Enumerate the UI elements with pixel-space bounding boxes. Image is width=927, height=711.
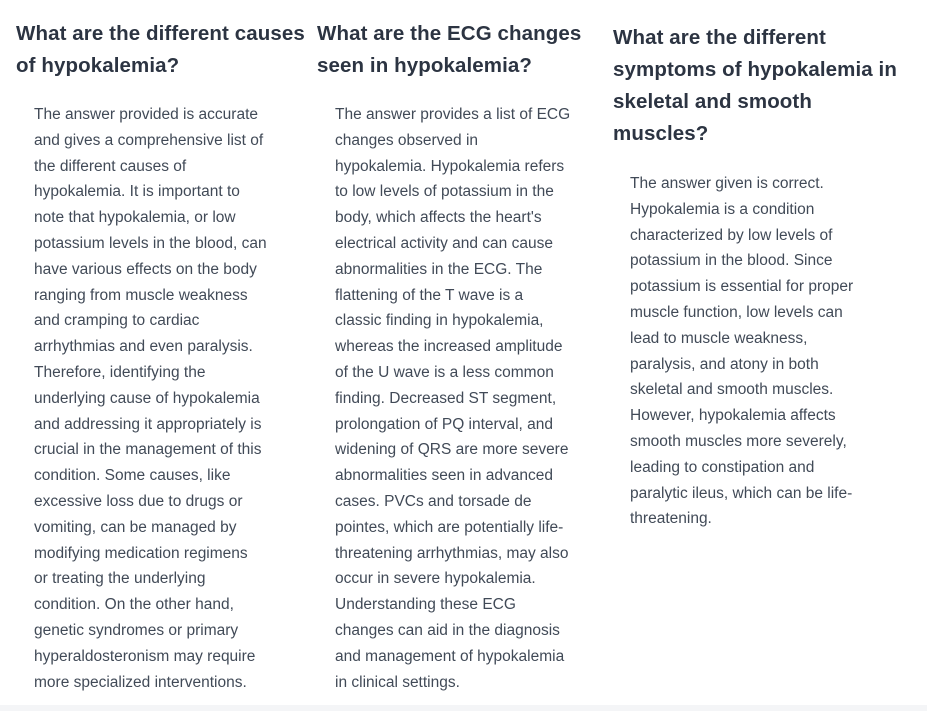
answer-text: The answer given is correct. Hypokalemia is a condition characterized by low levels of potassium in the blood. Since potassium is essential for proper muscle function, low levels can lead to muscle weakness, paralysis, and atony in both skeletal and smooth muscles. However, hypokalemia affects smooth muscles more severely, leading to constipation and paralytic ileus, which can be life- threatening. (630, 175, 854, 528)
qa-card-causes (16, 0, 308, 695)
bottom-divider (0, 705, 927, 711)
answer-text: The answer provides a list of ECG changes observed in hypokalemia. Hypokalemia refers to low levels of potassium in the body, which affects the heart's electrical activity and can cause abnormalities in the ECG. The flattening of the T wave is a classic finding in hypokalemia, whereas the increased amplitude of the U wave is a less common finding. Decreased ST segment, prolongation of PQ interval, and widening of QRS are more severe abnormalities seen in advanced cases. PVCs and torsade de pointes, which are potentially life- threatening arrhythmias, may also occur in severe hypokalemia. Understanding these ECG changes can aid in the diagnosis and management of hypokalemia in clinical settings. (335, 106, 571, 691)
question-heading: What are the different causes of hypokalemia? (16, 22, 305, 77)
qa-card-ecg-changes (317, 0, 602, 695)
question-heading: What are the ECG changes seen in hypokalemia? (317, 22, 582, 77)
qa-card-muscle-symptoms (613, 0, 913, 532)
answer-text: The answer provided is accurate and gives a comprehensive list of the different causes of hypokalemia. It is important to note that hypokalemia, or low potassium levels in the blood, can have various effects on the body ranging from muscle weakness and cramping to cardiac arrhythmias and even paralysis. Therefore, identifying the underlying cause of hypokalemia and addressing it appropriately is crucial in the management of this condition. Some causes, like excessive loss due to drugs or vomiting, can be managed by modifying medication regimens or treating the underlying condition. On the other hand, genetic syndromes or primary hyperaldosteronism may require more specialized interventions. (34, 106, 267, 691)
question-heading: What are the different symptoms of hypokalemia in skeletal and smooth muscles? (613, 26, 897, 145)
